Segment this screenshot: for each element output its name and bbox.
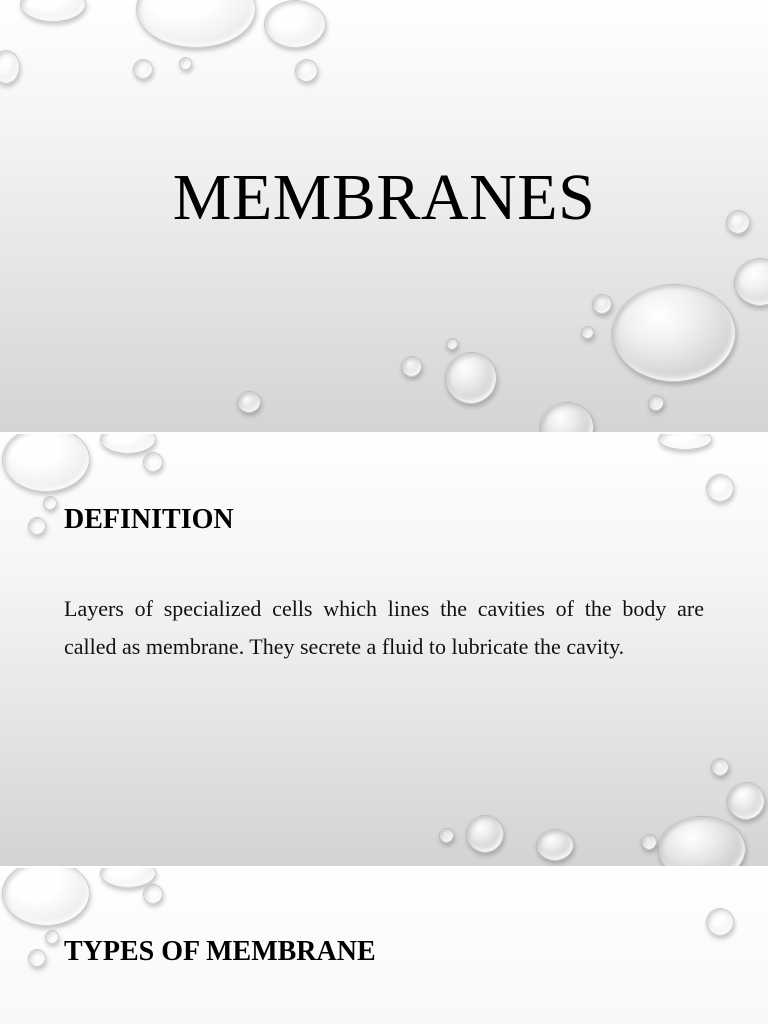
water-drop bbox=[734, 258, 768, 306]
water-drop bbox=[612, 284, 736, 382]
water-drop bbox=[706, 908, 734, 936]
water-drop bbox=[179, 57, 192, 70]
definition-text: Layers of specialized cells which lines the cavities of the body are called as membrane. They secrete a fluid to lubricate the cavity. bbox=[64, 596, 704, 659]
water-drop bbox=[446, 338, 458, 350]
water-drop bbox=[45, 930, 59, 944]
water-drop bbox=[540, 402, 594, 432]
section-heading: TYPES OF MEMBRANE bbox=[64, 936, 376, 967]
slide-title: MEMBRANES bbox=[172, 161, 596, 234]
water-drop bbox=[2, 434, 90, 492]
water-drop bbox=[133, 59, 153, 79]
water-drop bbox=[711, 758, 729, 776]
water-drop bbox=[28, 517, 46, 535]
water-drop bbox=[295, 59, 318, 82]
water-drop bbox=[20, 0, 86, 22]
title-slide bbox=[0, 0, 768, 432]
water-drop bbox=[264, 0, 326, 48]
water-drop bbox=[706, 474, 734, 502]
water-drop bbox=[658, 434, 712, 450]
water-drop bbox=[100, 434, 156, 454]
water-drop bbox=[2, 868, 90, 926]
water-drop bbox=[439, 828, 454, 843]
definition-slide bbox=[0, 434, 768, 866]
section-heading: DEFINITION bbox=[64, 504, 234, 535]
water-drop bbox=[581, 326, 594, 339]
water-drop bbox=[658, 816, 746, 866]
types-slide bbox=[0, 868, 768, 1024]
water-drop bbox=[143, 884, 163, 904]
water-drop bbox=[43, 496, 57, 510]
water-drop bbox=[237, 391, 261, 413]
water-drop bbox=[466, 815, 504, 853]
water-drop bbox=[445, 352, 497, 404]
water-drop bbox=[143, 452, 163, 472]
water-drop bbox=[727, 782, 765, 820]
water-drop bbox=[136, 0, 256, 48]
water-drop bbox=[28, 949, 46, 967]
water-drop bbox=[592, 294, 612, 314]
water-drop bbox=[641, 834, 657, 850]
water-drop bbox=[401, 356, 422, 377]
water-drop bbox=[0, 50, 20, 84]
water-drop bbox=[648, 395, 664, 411]
water-drop bbox=[536, 829, 574, 861]
